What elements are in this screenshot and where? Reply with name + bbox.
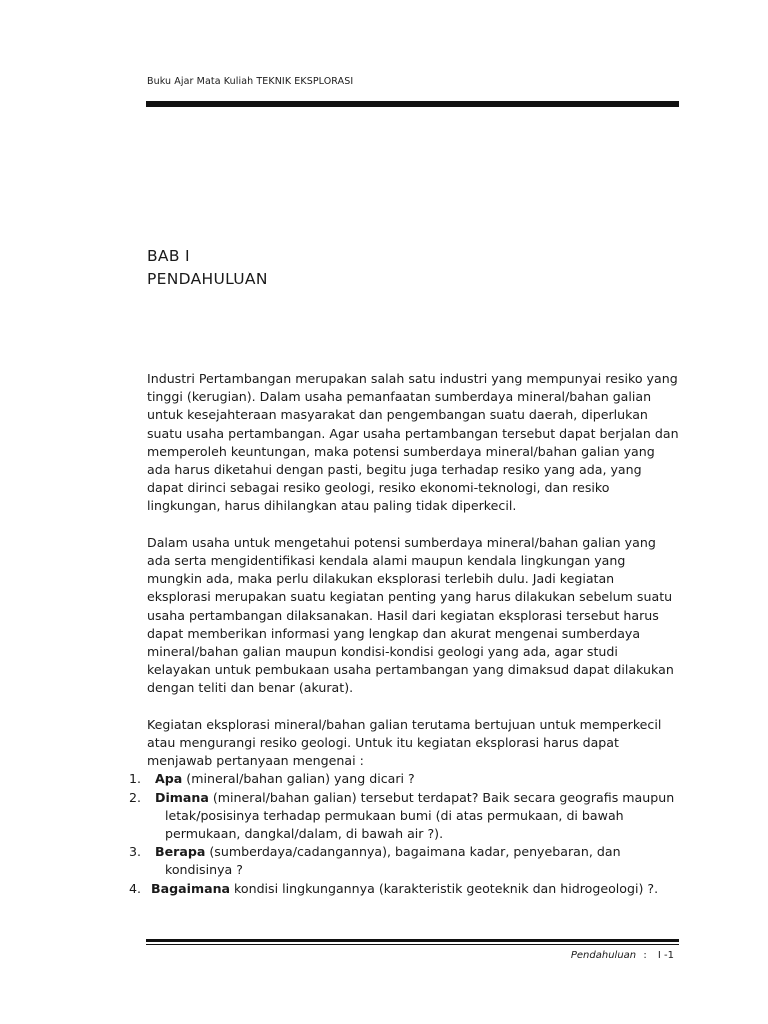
question-text: kondisi lingkungannya (karakteristik geoteknik dan hidrogeologi) ?. (230, 880, 659, 896)
chapter-number: BAB I (147, 247, 190, 265)
page-number: I -1 (657, 950, 674, 961)
chapter-title: PENDAHULUAN (147, 270, 268, 288)
footer-section: Pendahuluan (570, 950, 637, 961)
question-keyword: Apa (155, 771, 183, 787)
question-list (129, 770, 680, 897)
question-text: (mineral/bahan galian) yang dicari ? (182, 771, 415, 787)
paragraph: Industri Pertambangan merupakan salah satu industri yang mempunyai resiko yang tinggi (kerugian). Dalam usaha pemanfaatan sumberdaya mineral/bahan galian untuk kesejahteraan masyarakat dan pengembangan suatu daerah, diperlukan suatu usaha pertambangan. Agar usaha pertambangan tersebut dapat berjalan dan memperoleh keuntungan, maka potensi sumberdaya mineral/bahan galian yang ada harus diketahui dengan pasti, begitu juga terhadap resiko yang ada, yang dapat dirinci sebagai resiko geologi, resiko ekonomi-teknologi, dan resiko lingkungan, harus dihilangkan atau paling tidak diperkecil. (147, 371, 679, 514)
footer-rule-thick (146, 939, 679, 942)
body-text (129, 370, 680, 898)
footer-separator: : (643, 950, 647, 961)
list-item: 2. Dimana (mineral/bahan galian) tersebut terdapat? Baik secara geografis maupun letak/posisinya terhadap permukaan bumi (di atas permukaan, di bawah permukaan, dangkal/dalam, di bawah air ?). (129, 789, 675, 842)
chapter-heading (147, 245, 268, 291)
list-item: 1. Apa (mineral/bahan galian) yang dicari ? (129, 771, 415, 787)
page-footer (540, 950, 674, 961)
list-item: 3. Berapa (sumberdaya/cadangannya), bagaimana kadar, penyebaran, dan kondisinya ? (129, 844, 621, 878)
question-keyword: Bagaimana (151, 880, 231, 896)
list-item: 4. Bagaimana kondisi lingkungannya (karakteristik geoteknik dan hidrogeologi) ?. (129, 880, 659, 896)
question-text: (sumberdaya/cadangannya), bagaimana kadar, penyebaran, dan kondisinya ? (165, 844, 621, 878)
question-text: (mineral/bahan galian) tersebut terdapat? Baik secara geografis maupun letak/posisinya terhadap permukaan bumi (di atas permukaan, di bawah permukaan, dangkal/dalam, di bawah air ?). (165, 789, 675, 842)
header-rule (146, 101, 679, 107)
question-keyword: Berapa (155, 844, 206, 860)
footer-rule-thin (146, 944, 679, 945)
paragraph: Dalam usaha untuk mengetahui potensi sumberdaya mineral/bahan galian yang ada serta mengidentifikasi kendala alami maupun kendala lingkungan yang mungkin ada, maka perlu dilakukan eksplorasi terlebih dulu. Jadi kegiatan eksplorasi merupakan suatu kegiatan penting yang harus dilakukan sebelum suatu usaha pertambangan dilaksanakan. Hasil dari kegiatan eksplorasi tersebut harus dapat memberikan informasi yang lengkap dan akurat mengenai sumberdaya mineral/bahan galian maupun kondisi-kondisi geologi yang ada, agar studi kelayakan untuk pembukaan usaha pertambangan yang dimaksud dapat dilakukan dengan teliti dan benar (akurat). (147, 534, 674, 696)
paragraph: Kegiatan eksplorasi mineral/bahan galian terutama bertujuan untuk memperkecil atau mengurangi resiko geologi. Untuk itu kegiatan eksplorasi harus dapat menjawab pertanyaan mengenai : (147, 716, 662, 769)
running-head: Buku Ajar Mata Kuliah TEKNIK EKSPLORASI (147, 76, 354, 87)
question-keyword: Dimana (155, 789, 209, 805)
